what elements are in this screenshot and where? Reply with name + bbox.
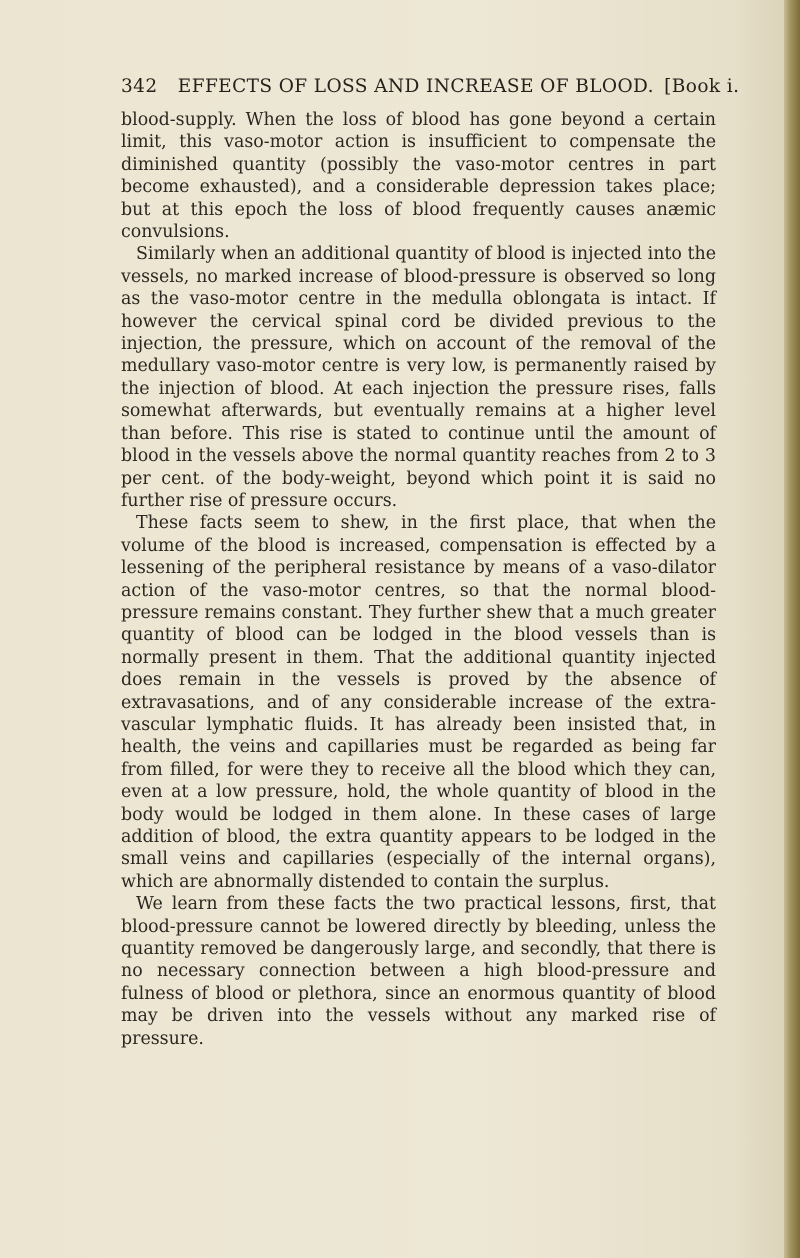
- paragraph: These facts seem to shew, in the first place, that when the volume of the blood is increased, compensation is effected by a lessening of the peripheral resistance by means of a vaso-dilator action of the vaso-motor centres, so that the normal blood-pressure remains constant. They further shew that a much greater quantity of blood can be lodged in the blood vessels than is normally present in them. That the additional quantity injected does remain in the vessels is proved by the absence of extravasations, and of any considerable increase of the extra-vascular lymphatic fluids. It has already been insisted that, in health, the veins and capillaries must be regarded as being far from filled, for were they to receive all the blood which they can, even at a low pressure, hold, the whole quantity of blood in the body would be lodged in them alone. In these cases of large addition of blood, the extra quantity appears to be lodged in the small veins and capillaries (especially of the internal organs), which are abnormally distended to contain the surplus.: [121, 513, 716, 892]
- running-title: EFFECTS OF LOSS AND INCREASE OF BLOOD.: [177, 76, 654, 97]
- running-header: [121, 76, 740, 97]
- book-section: [Book i.: [664, 76, 740, 97]
- page-number: 342: [121, 76, 158, 97]
- body-text: [121, 109, 716, 1050]
- page-edge-shadow: [784, 0, 800, 1258]
- paragraph: Similarly when an additional quantity of blood is injected into the vessels, no marked increase of blood-pressure is observed so long as the vaso-motor centre in the medulla oblongata is intact. If however the cervical spinal cord be divided previous to the injection, the pressure, which on account of the removal of the medullary vaso-motor centre is very low, is permanently raised by the injection of blood. At each injection the pressure rises, falls somewhat afterwards, but eventually remains at a higher level than before. This rise is stated to continue until the amount of blood in the vessels above the normal quantity reaches from 2 to 3 per cent. of the body-weight, beyond which point it is said no further rise of pressure occurs.: [121, 244, 716, 511]
- paragraph: We learn from these facts the two practical lessons, first, that blood-pressure cannot be lowered directly by bleeding, unless the quantity removed be dangerously large, and secondly, that there is no necessary connection between a high blood-pressure and fulness of blood or plethora, since an enormous quantity of blood may be driven into the vessels without any marked rise of pressure.: [121, 894, 716, 1049]
- paragraph: blood-supply. When the loss of blood has gone beyond a certain limit, this vaso-motor action is insufficient to compensate the diminished quantity (possibly the vaso-motor centres in part become exhausted), and a considerable depression takes place; but at this epoch the loss of blood frequently causes anæmic convulsions.: [121, 110, 716, 243]
